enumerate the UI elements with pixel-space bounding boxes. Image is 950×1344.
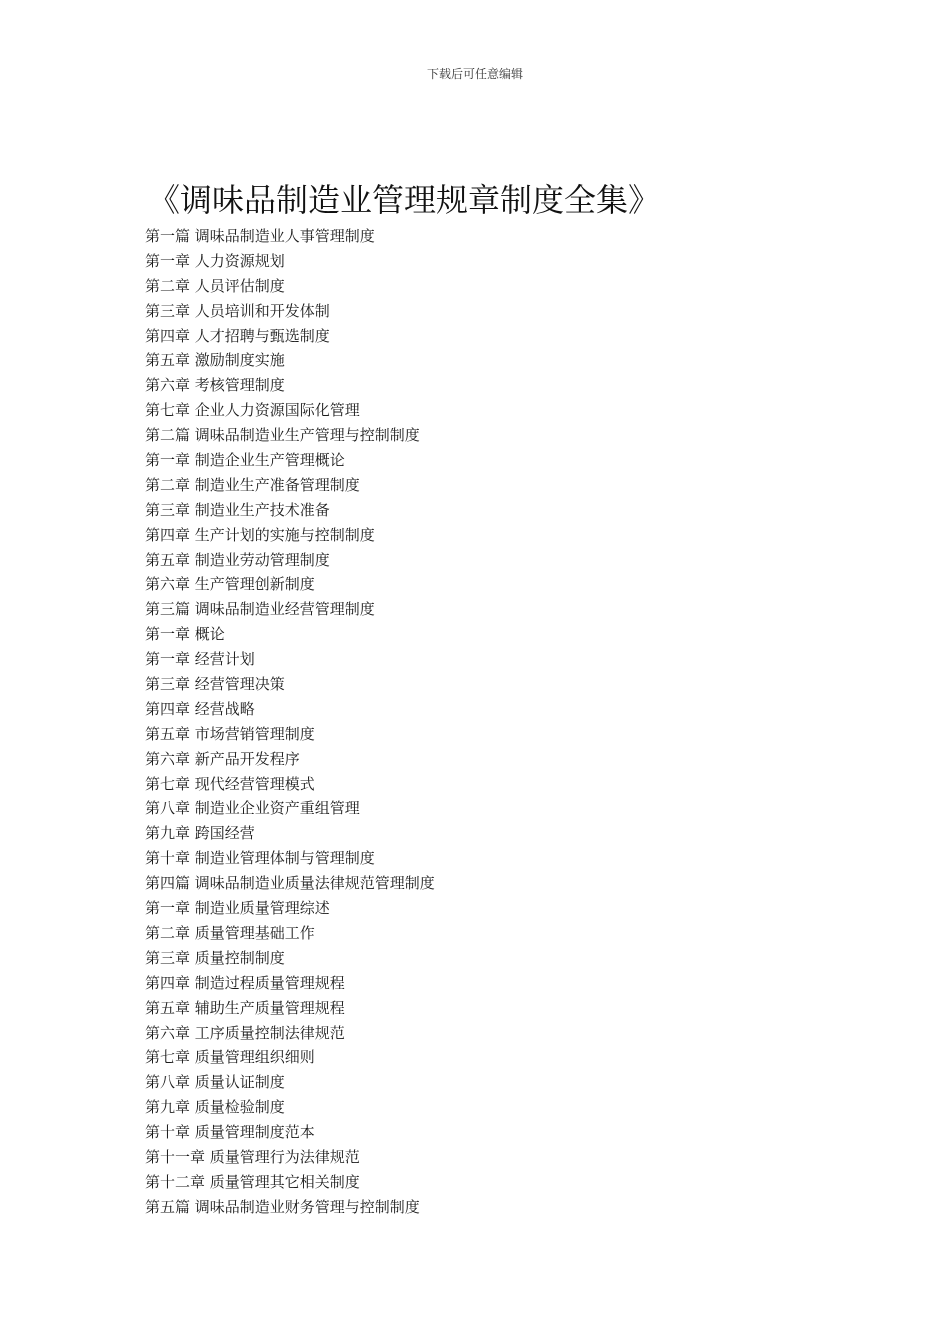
toc-item: 第四章 生产计划的实施与控制制度 [145,525,375,544]
toc-item: 第五篇 调味品制造业财务管理与控制制度 [145,1197,420,1216]
toc-item: 第十一章 质量管理行为法律规范 [145,1147,360,1166]
toc-item: 第五章 辅助生产质量管理规程 [145,998,345,1017]
toc-item: 第十二章 质量管理其它相关制度 [145,1172,360,1191]
toc-item: 第一章 概论 [145,625,225,644]
toc-item: 第四章 经营战略 [145,699,255,718]
toc-item: 第二章 人员评估制度 [145,276,285,295]
toc-item: 第一章 制造企业生产管理概论 [145,451,345,470]
toc-item: 第七章 企业人力资源国际化管理 [145,401,360,420]
toc-item: 第二章 质量管理基础工作 [145,923,315,942]
toc-item: 第十章 制造业管理体制与管理制度 [145,849,375,868]
toc-item: 第三章 质量控制制度 [145,948,285,967]
toc-item: 第一章 经营计划 [145,650,255,669]
toc-item: 第一章 制造业质量管理综述 [145,899,330,918]
toc-item: 第九章 质量检验制度 [145,1098,285,1117]
toc-item: 第三篇 调味品制造业经营管理制度 [145,600,375,619]
toc-item: 第四章 制造过程质量管理规程 [145,973,345,992]
toc-item: 第一篇 调味品制造业人事管理制度 [145,227,375,245]
toc-item: 第六章 工序质量控制法律规范 [145,1023,345,1042]
table-of-contents [145,224,435,1220]
toc-item: 第六章 生产管理创新制度 [145,575,315,594]
toc-item: 第三章 人员培训和开发体制 [145,301,330,320]
toc-item: 第三章 制造业生产技术准备 [145,500,330,519]
toc-item: 第二篇 调味品制造业生产管理与控制制度 [145,426,420,445]
toc-item: 第七章 质量管理组织细则 [145,1048,315,1067]
toc-item: 第九章 跨国经营 [145,824,255,843]
toc-item: 第八章 质量认证制度 [145,1073,285,1092]
document-title: 《调味品制造业管理规章制度全集》 [148,181,661,219]
toc-item: 第二章 制造业生产准备管理制度 [145,475,360,494]
toc-item: 第七章 现代经营管理模式 [145,774,315,793]
toc-item: 第四章 人才招聘与甄选制度 [145,326,330,345]
toc-item: 第五章 制造业劳动管理制度 [145,550,330,569]
toc-item: 第四篇 调味品制造业质量法律规范管理制度 [145,874,435,893]
toc-item: 第六章 考核管理制度 [145,376,285,395]
header-note: 下载后可任意编辑 [426,67,523,81]
toc-item: 第五章 激励制度实施 [145,351,285,370]
toc-item: 第五章 市场营销管理制度 [145,724,315,743]
toc-item: 第一章 人力资源规划 [145,251,285,270]
toc-item: 第六章 新产品开发程序 [145,749,300,768]
toc-item: 第三章 经营管理决策 [145,675,285,694]
toc-item: 第十章 质量管理制度范本 [145,1123,315,1142]
toc-item: 第八章 制造业企业资产重组管理 [145,799,360,818]
